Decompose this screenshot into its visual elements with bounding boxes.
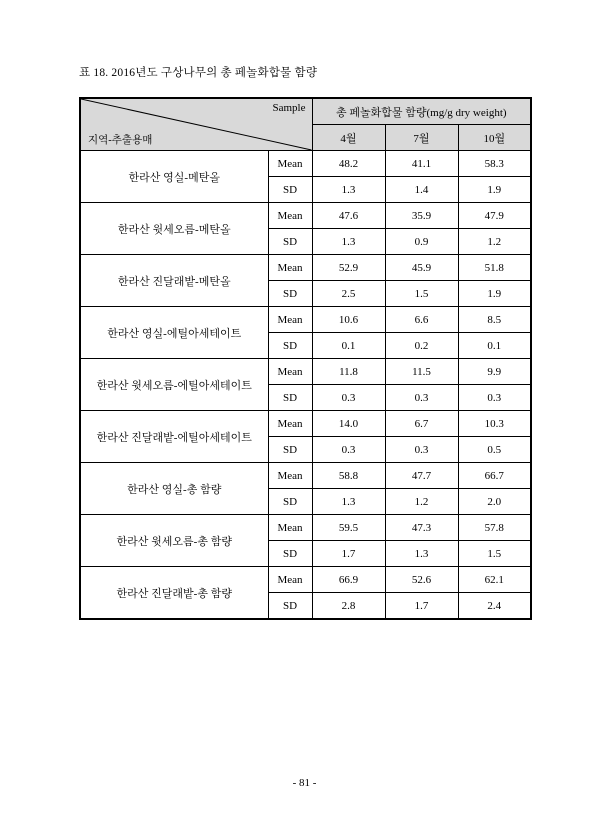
column-header-month-3: 10월 xyxy=(458,125,531,151)
stat-label-mean: Mean xyxy=(268,463,312,489)
table-header-row-1 xyxy=(80,98,531,125)
value-cell: 10.3 xyxy=(458,411,531,437)
stat-label-mean: Mean xyxy=(268,515,312,541)
table-row xyxy=(80,567,531,593)
group-header-cell: 총 페놀화합물 함량(mg/g dry weight) xyxy=(312,98,531,125)
value-cell: 62.1 xyxy=(458,567,531,593)
value-cell: 47.7 xyxy=(385,463,458,489)
value-cell: 47.9 xyxy=(458,203,531,229)
stat-label-mean: Mean xyxy=(268,255,312,281)
table-row xyxy=(80,463,531,489)
value-cell: 66.7 xyxy=(458,463,531,489)
value-cell: 11.5 xyxy=(385,359,458,385)
value-cell: 1.2 xyxy=(458,229,531,255)
value-cell: 1.9 xyxy=(458,177,531,203)
value-cell: 1.9 xyxy=(458,281,531,307)
value-cell: 14.0 xyxy=(312,411,385,437)
table-container xyxy=(79,97,531,620)
value-cell: 1.3 xyxy=(312,177,385,203)
table-corner-cell xyxy=(80,98,312,151)
phenolic-content-table xyxy=(79,97,532,620)
value-cell: 6.6 xyxy=(385,307,458,333)
row-label: 한라산 윗세오름-메탄올 xyxy=(80,203,268,255)
value-cell: 51.8 xyxy=(458,255,531,281)
value-cell: 2.5 xyxy=(312,281,385,307)
value-cell: 1.2 xyxy=(385,489,458,515)
value-cell: 52.6 xyxy=(385,567,458,593)
value-cell: 1.7 xyxy=(312,541,385,567)
value-cell: 47.6 xyxy=(312,203,385,229)
table-row xyxy=(80,411,531,437)
value-cell: 58.8 xyxy=(312,463,385,489)
value-cell: 47.3 xyxy=(385,515,458,541)
table-row xyxy=(80,203,531,229)
value-cell: 6.7 xyxy=(385,411,458,437)
stat-label-mean: Mean xyxy=(268,359,312,385)
value-cell: 1.3 xyxy=(385,541,458,567)
row-label: 한라산 영실-총 함량 xyxy=(80,463,268,515)
value-cell: 0.3 xyxy=(312,385,385,411)
value-cell: 66.9 xyxy=(312,567,385,593)
value-cell: 0.3 xyxy=(458,385,531,411)
region-axis-label: 지역-추출용매 xyxy=(88,135,153,146)
table-body xyxy=(80,151,531,620)
stat-label-sd: SD xyxy=(268,385,312,411)
value-cell: 9.9 xyxy=(458,359,531,385)
sample-axis-label: Sample xyxy=(272,102,306,114)
value-cell: 8.5 xyxy=(458,307,531,333)
value-cell: 0.1 xyxy=(312,333,385,359)
value-cell: 0.1 xyxy=(458,333,531,359)
table-row xyxy=(80,255,531,281)
column-header-month-1: 4월 xyxy=(312,125,385,151)
stat-label-sd: SD xyxy=(268,281,312,307)
stat-label-sd: SD xyxy=(268,593,312,620)
value-cell: 2.0 xyxy=(458,489,531,515)
value-cell: 35.9 xyxy=(385,203,458,229)
table-row xyxy=(80,515,531,541)
page-number: - 81 - xyxy=(292,777,317,789)
value-cell: 1.3 xyxy=(312,229,385,255)
value-cell: 1.5 xyxy=(458,541,531,567)
value-cell: 2.8 xyxy=(312,593,385,620)
value-cell: 58.3 xyxy=(458,151,531,177)
value-cell: 10.6 xyxy=(312,307,385,333)
column-header-month-2: 7월 xyxy=(385,125,458,151)
value-cell: 11.8 xyxy=(312,359,385,385)
value-cell: 0.9 xyxy=(385,229,458,255)
value-cell: 1.4 xyxy=(385,177,458,203)
value-cell: 52.9 xyxy=(312,255,385,281)
stat-label-sd: SD xyxy=(268,177,312,203)
stat-label-sd: SD xyxy=(268,437,312,463)
value-cell: 1.5 xyxy=(385,281,458,307)
stat-label-mean: Mean xyxy=(268,307,312,333)
table-row xyxy=(80,359,531,385)
row-label: 한라산 진달래밭-메탄올 xyxy=(80,255,268,307)
stat-label-sd: SD xyxy=(268,489,312,515)
table-row xyxy=(80,307,531,333)
stat-label-sd: SD xyxy=(268,541,312,567)
value-cell: 0.3 xyxy=(385,385,458,411)
value-cell: 2.4 xyxy=(458,593,531,620)
row-label: 한라산 진달래밭-에틸아세테이트 xyxy=(80,411,268,463)
stat-label-mean: Mean xyxy=(268,567,312,593)
table-row xyxy=(80,151,531,177)
row-label: 한라산 영실-메탄올 xyxy=(80,151,268,203)
stat-label-mean: Mean xyxy=(268,203,312,229)
stat-label-mean: Mean xyxy=(268,411,312,437)
row-label: 한라산 윗세오름-총 함량 xyxy=(80,515,268,567)
value-cell: 0.3 xyxy=(312,437,385,463)
row-label: 한라산 영실-에틸아세테이트 xyxy=(80,307,268,359)
value-cell: 41.1 xyxy=(385,151,458,177)
row-label: 한라산 진달래밭-총 함량 xyxy=(80,567,268,620)
value-cell: 0.5 xyxy=(458,437,531,463)
table-header xyxy=(80,98,531,151)
stat-label-sd: SD xyxy=(268,229,312,255)
value-cell: 59.5 xyxy=(312,515,385,541)
value-cell: 1.3 xyxy=(312,489,385,515)
value-cell: 48.2 xyxy=(312,151,385,177)
table-caption: 표 18. 2016년도 구상나무의 총 페놀화합물 함량 xyxy=(79,67,318,79)
value-cell: 57.8 xyxy=(458,515,531,541)
value-cell: 0.3 xyxy=(385,437,458,463)
row-label: 한라산 윗세오름-에틸아세테이트 xyxy=(80,359,268,411)
value-cell: 45.9 xyxy=(385,255,458,281)
value-cell: 1.7 xyxy=(385,593,458,620)
stat-label-mean: Mean xyxy=(268,151,312,177)
stat-label-sd: SD xyxy=(268,333,312,359)
value-cell: 0.2 xyxy=(385,333,458,359)
